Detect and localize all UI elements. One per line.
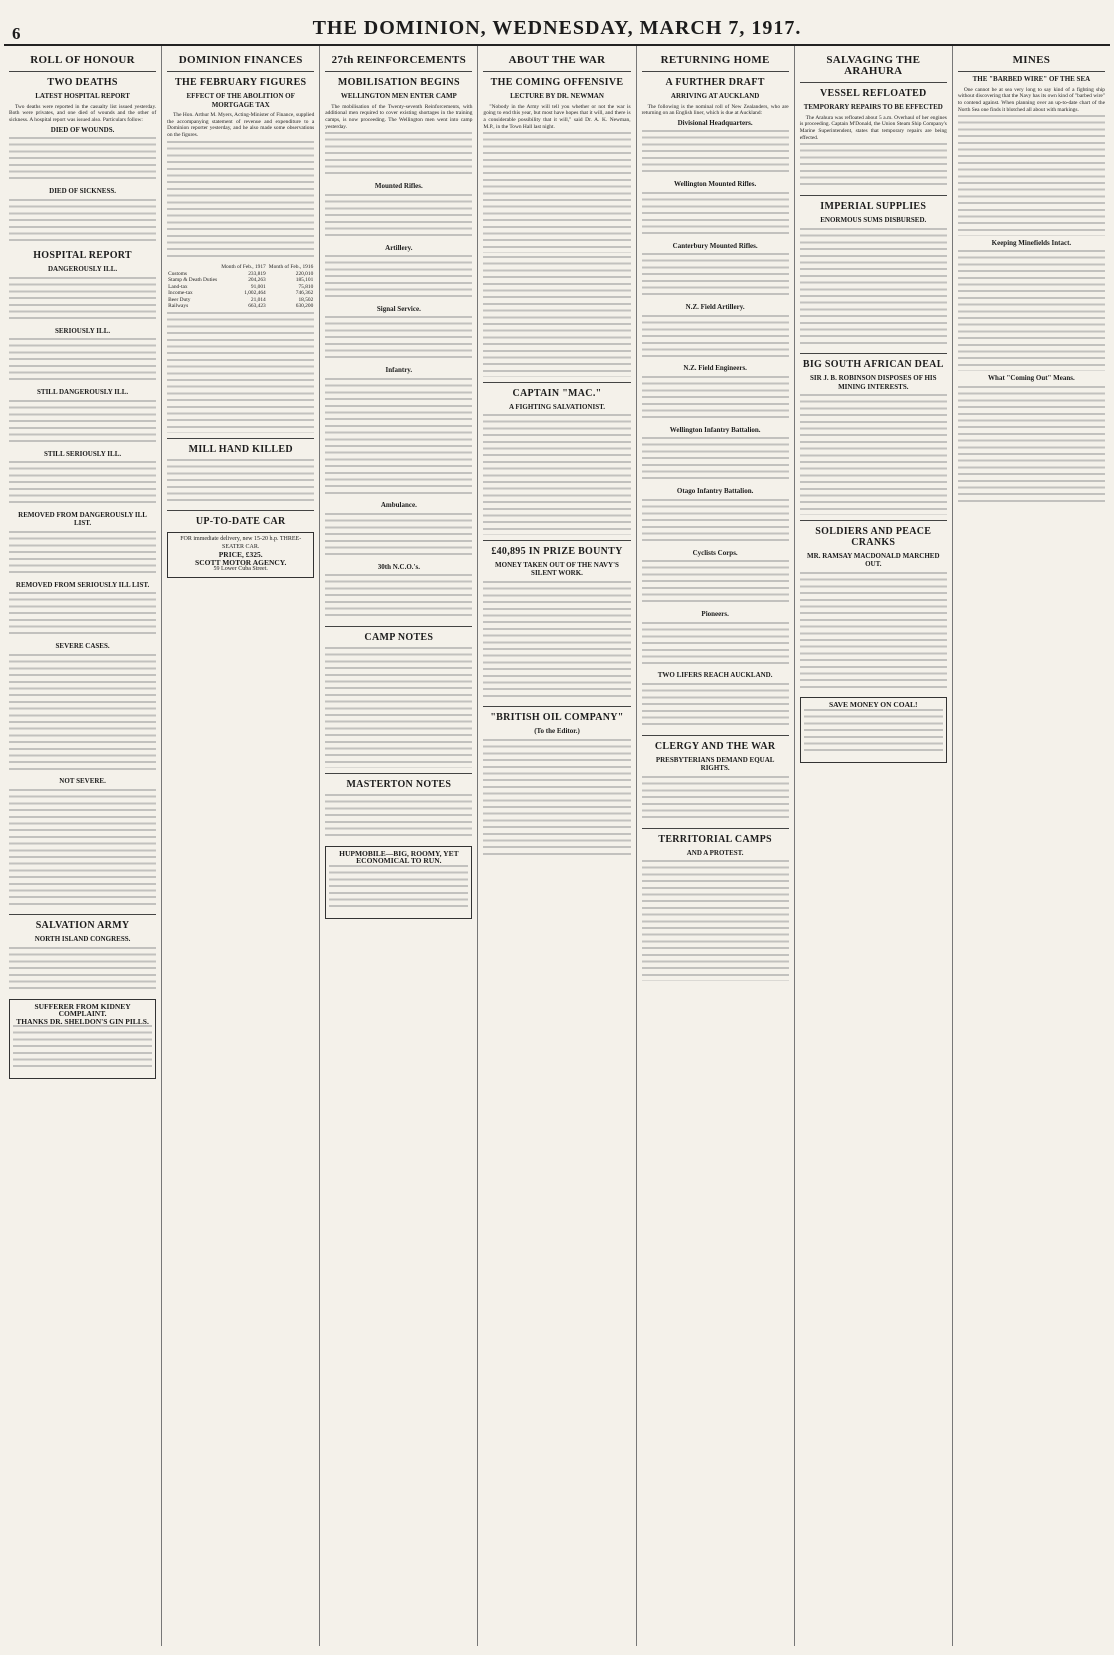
columns bbox=[4, 46, 1110, 1646]
ad-body bbox=[804, 709, 943, 756]
body-text-long bbox=[958, 250, 1105, 371]
deck: A FIGHTING SALVATIONIST. bbox=[508, 402, 605, 411]
deck: WELLINGTON MEN ENTER CAMP bbox=[340, 92, 457, 100]
table-cell: Land-tax bbox=[168, 283, 188, 290]
section-label: SEVERE CASES. bbox=[55, 642, 110, 651]
body-text bbox=[9, 531, 156, 578]
headline: "BRITISH OIL COMPANY" bbox=[490, 712, 624, 724]
divider bbox=[325, 626, 472, 627]
lead-paragraph: Two deaths were reported in the casualty list issued yesterday. Both were privates, and one died of wounds and the other of sickness. A hospital report was issued also. Particulars follow: bbox=[9, 103, 157, 123]
body-text bbox=[642, 622, 789, 669]
body-text bbox=[9, 461, 156, 508]
table-cell: 185,101 bbox=[295, 277, 314, 284]
divider bbox=[483, 382, 630, 383]
divider bbox=[483, 71, 630, 72]
body-text bbox=[642, 192, 789, 239]
lead-paragraph: The Hon. Arthur M. Myers, Acting-Minister of Finance, supplied the accompanying statement of revenue and expenditure to a Dominion reporter yesterday, and he also made some observations on the figures. bbox=[167, 112, 315, 139]
ad-advertiser: SCOTT MOTOR AGENCY. bbox=[195, 557, 287, 567]
body-text-long bbox=[483, 739, 630, 860]
divider bbox=[9, 914, 156, 915]
subheadline: THE COMING OFFENSIVE bbox=[490, 77, 624, 88]
divider bbox=[642, 735, 789, 736]
paper-title: THE DOMINION, WEDNESDAY, MARCH 7, 1917. bbox=[312, 17, 802, 39]
table-header: Month of Feb., 1916 bbox=[268, 264, 314, 271]
ad-heading: SUFFERER FROM KIDNEY COMPLAINT. bbox=[34, 1001, 131, 1019]
divider bbox=[167, 71, 314, 72]
table-cell: 220,010 bbox=[295, 270, 314, 277]
ad-heading: HUPMOBILE—BIG, ROOMY, YET ECONOMICAL TO RUN. bbox=[339, 848, 459, 866]
divider bbox=[800, 520, 947, 521]
table-cell: 663,423 bbox=[248, 303, 266, 310]
section-label: Wellington Mounted Rifles. bbox=[674, 180, 757, 189]
table-cell: Stamp & Death Duties bbox=[168, 277, 218, 284]
deck: TEMPORARY REPAIRS TO BE EFFECTED bbox=[803, 103, 943, 111]
divider bbox=[483, 706, 630, 707]
section-label: What "Coming Out" Means. bbox=[988, 374, 1075, 382]
table-cell: 630,200 bbox=[295, 303, 314, 310]
body-text bbox=[642, 499, 789, 546]
section-label: Signal Service. bbox=[376, 304, 421, 313]
divider bbox=[9, 71, 156, 72]
body-text bbox=[642, 560, 789, 607]
deck: MONEY TAKEN OUT OF THE NAVY'S SILENT WORK. bbox=[495, 560, 619, 578]
body-text bbox=[325, 194, 472, 241]
lead-paragraph: The mobilisation of the Twenty-seventh Reinforcements, with additional men required to cover existing shortages in the training camps, is now proceeding. The Wellington men went into camp yesterday. bbox=[325, 103, 473, 130]
body-text-long bbox=[167, 141, 314, 262]
divider bbox=[642, 828, 789, 829]
headline: DOMINION FINANCES bbox=[178, 54, 303, 66]
lead-paragraph: The following is the nominal roll of New Zealanders, who are returning on an English liner, which is due at Auckland: bbox=[641, 103, 789, 117]
headline: MILL HAND KILLED bbox=[188, 443, 293, 455]
body-text bbox=[9, 338, 156, 385]
section-label: DANGEROUSLY ILL. bbox=[48, 265, 118, 274]
deck: TWO LIFERS REACH AUCKLAND. bbox=[657, 671, 773, 680]
divider bbox=[800, 82, 947, 83]
section-label: Canterbury Mounted Rifles. bbox=[672, 241, 758, 250]
table-cell: 75,810 bbox=[298, 283, 314, 290]
subheadline: A FURTHER DRAFT bbox=[665, 77, 765, 88]
section-label: Mounted Rifles. bbox=[374, 182, 423, 191]
column-roll-of-honour bbox=[4, 46, 162, 1646]
lead-paragraph: One cannot be at sea very long to say kind of a fighting ship without discovering that the Navy has its own kind of "barbed wire" to contend against. When planning over an up-to-date chart of the North Sea one finds it blotched all about with markings. bbox=[957, 86, 1105, 113]
section-label: N.Z. Field Artillery. bbox=[685, 303, 745, 312]
ad-price: PRICE, £325. bbox=[218, 550, 263, 560]
advertisement bbox=[325, 846, 472, 919]
body-text bbox=[325, 794, 472, 841]
deck: LATEST HOSPITAL REPORT bbox=[35, 92, 130, 100]
section-label: STILL DANGEROUSLY ILL. bbox=[37, 388, 129, 397]
body-text-long bbox=[325, 647, 472, 768]
body-text-long bbox=[325, 378, 472, 499]
deck: THE "BARBED WIRE" OF THE SEA bbox=[972, 75, 1091, 83]
headline: SALVAGING THE ARAHURA bbox=[826, 54, 921, 77]
body-text bbox=[642, 315, 789, 362]
revenue-table bbox=[167, 264, 314, 310]
section-label: DIED OF SICKNESS. bbox=[49, 187, 116, 195]
divider bbox=[483, 540, 630, 541]
table-header: Month of Feb., 1917 bbox=[221, 264, 266, 271]
body-text bbox=[9, 592, 156, 639]
body-text-long bbox=[642, 860, 789, 981]
body-text-long bbox=[167, 312, 314, 433]
body-text bbox=[9, 400, 156, 447]
body-text bbox=[325, 574, 472, 621]
page-number: 6 bbox=[12, 24, 21, 43]
body-text bbox=[9, 137, 156, 184]
deck: (To the Editor.) bbox=[534, 727, 580, 736]
body-text bbox=[325, 132, 472, 179]
subheadline: MOBILISATION BEGINS bbox=[337, 77, 460, 88]
body-text-long bbox=[800, 228, 947, 349]
body-text bbox=[9, 947, 156, 994]
lead-paragraph: "Nobody in the Army will tell you whether or not the war is going to end this year, but most have hopes that it will, and there is a considerable possibility that it will," said Dr. A. K. Newman, M.P., in the Town Hall last night. bbox=[483, 103, 631, 130]
headline: £40,895 IN PRIZE BOUNTY bbox=[491, 545, 623, 557]
table-cell: 746,362 bbox=[295, 290, 314, 297]
table-cell: 1,002,464 bbox=[244, 290, 266, 297]
advertisement bbox=[800, 697, 947, 762]
section-label: Divisional Headquarters. bbox=[677, 118, 753, 127]
body-text bbox=[167, 459, 314, 506]
body-text-long bbox=[483, 256, 630, 377]
headline: MASTERTON NOTES bbox=[346, 778, 452, 790]
column-returning-home bbox=[637, 46, 795, 1646]
headline: MINES bbox=[1012, 54, 1051, 66]
ad-address: 59 Lower Cuba Street. bbox=[213, 566, 268, 573]
section-label: Pioneers. bbox=[701, 610, 729, 619]
body-text bbox=[325, 513, 472, 560]
column-dominion-finances bbox=[162, 46, 320, 1646]
table-cell: 91,001 bbox=[250, 283, 266, 290]
deck: ARRIVING AT AUCKLAND bbox=[670, 92, 760, 100]
section-label: N.Z. Field Engineers. bbox=[683, 364, 747, 373]
headline: ABOUT THE WAR bbox=[508, 54, 606, 66]
section-label: NOT SEVERE. bbox=[59, 777, 106, 786]
table-cell: 18,502 bbox=[298, 296, 314, 303]
body-text-long bbox=[483, 581, 630, 702]
headline: SOLDIERS AND PEACE CRANKS bbox=[815, 525, 932, 548]
column-reinforcements bbox=[320, 46, 478, 1646]
ad-heading: SAVE MONEY ON COAL! bbox=[828, 700, 918, 710]
section-label: SERIOUSLY ILL. bbox=[55, 326, 111, 335]
section-label: Cyclists Corps. bbox=[692, 548, 738, 557]
deck: EFFECT OF THE ABOLITION OF MORTGAGE TAX bbox=[186, 92, 295, 109]
section-heading: HOSPITAL REPORT bbox=[33, 250, 132, 262]
table-cell: 233,819 bbox=[248, 270, 266, 277]
deck: ENORMOUS SUMS DISBURSED. bbox=[820, 216, 927, 225]
section-label: REMOVED FROM SERIOUSLY ILL LIST. bbox=[15, 580, 150, 589]
subheadline: THE FEBRUARY FIGURES bbox=[175, 77, 307, 88]
headline: UP-TO-DATE CAR bbox=[195, 516, 286, 528]
headline: ROLL OF HONOUR bbox=[30, 54, 135, 66]
ad-line: FOR immediate delivery, new 15-20 h.p. THREE-SEATER CAR. bbox=[180, 536, 302, 550]
masthead bbox=[4, 0, 1110, 46]
body-text bbox=[642, 437, 789, 484]
body-text bbox=[642, 130, 789, 177]
headline: CLERGY AND THE WAR bbox=[654, 740, 776, 752]
section-label: Ambulance. bbox=[380, 501, 417, 510]
headline: TERRITORIAL CAMPS bbox=[658, 833, 772, 845]
lead-paragraph: The Arahura was refloated about 5 a.m. Overhaul of her engines is proceeding. Captain M'Donald, the Union Steam Ship Company's Marine Superintendent, states that temporary repairs are being effected. bbox=[799, 114, 947, 141]
advertisement bbox=[9, 999, 156, 1079]
body-text bbox=[642, 376, 789, 423]
headline: CAMP NOTES bbox=[364, 632, 434, 644]
headline: IMPERIAL SUPPLIES bbox=[820, 201, 927, 213]
section-label: Artillery. bbox=[385, 243, 413, 252]
column-mines bbox=[953, 46, 1110, 1646]
divider bbox=[167, 510, 314, 511]
body-text-long bbox=[958, 386, 1105, 507]
body-text-long bbox=[800, 394, 947, 515]
ad-body bbox=[329, 865, 468, 912]
deck: LECTURE BY DR. NEWMAN bbox=[510, 92, 604, 100]
table-cell: Income-tax bbox=[168, 290, 193, 297]
body-text-long bbox=[9, 789, 156, 910]
headline: 27th REINFORCEMENTS bbox=[331, 54, 467, 66]
deck: AND A PROTEST. bbox=[686, 848, 744, 857]
body-text bbox=[642, 776, 789, 823]
section-label: 30th N.C.O.'s. bbox=[377, 562, 420, 571]
body-text-long bbox=[483, 132, 630, 253]
subheadline: TWO DEATHS bbox=[47, 77, 118, 88]
divider bbox=[325, 773, 472, 774]
body-text bbox=[800, 143, 947, 190]
ad-body bbox=[13, 1025, 152, 1072]
body-text bbox=[642, 683, 789, 730]
body-text bbox=[325, 316, 472, 363]
body-text bbox=[642, 253, 789, 300]
advertisement bbox=[167, 532, 314, 578]
body-text bbox=[325, 255, 472, 302]
deck: NORTH ISLAND CONGRESS. bbox=[34, 935, 131, 944]
section-label: DIED OF WOUNDS. bbox=[50, 125, 115, 134]
table-cell: Customs bbox=[168, 270, 188, 277]
section-label: Keeping Minefields Intact. bbox=[991, 238, 1072, 247]
table-row bbox=[167, 303, 314, 310]
section-label: Infantry. bbox=[385, 366, 413, 375]
deck: MR. RAMSAY MACDONALD MARCHED OUT. bbox=[807, 551, 940, 569]
headline: CAPTAIN "MAC." bbox=[512, 387, 602, 399]
divider bbox=[800, 195, 947, 196]
body-text-long bbox=[800, 572, 947, 693]
ad-heading: THANKS DR. SHELDON'S GIN PILLS. bbox=[16, 1016, 149, 1026]
table-cell: Beer Duty bbox=[168, 296, 191, 303]
body-text-long bbox=[9, 654, 156, 775]
headline: BIG SOUTH AFRICAN DEAL bbox=[802, 359, 944, 371]
section-label: Wellington Infantry Battalion. bbox=[669, 425, 761, 434]
divider bbox=[958, 71, 1105, 72]
divider bbox=[325, 71, 472, 72]
deck: SIR J. B. ROBINSON DISPOSES OF HIS MINING INTERESTS. bbox=[809, 374, 937, 391]
body-text bbox=[9, 199, 156, 246]
table-cell: Railways bbox=[168, 303, 189, 310]
headline: SALVATION ARMY bbox=[35, 920, 130, 932]
headline: RETURNING HOME bbox=[660, 54, 770, 66]
subheadline: VESSEL REFLOATED bbox=[819, 88, 927, 99]
table-cell: 204,263 bbox=[248, 277, 266, 284]
section-label: REMOVED FROM DANGEROUSLY ILL LIST. bbox=[18, 510, 147, 528]
divider bbox=[642, 71, 789, 72]
section-label: STILL SERIOUSLY ILL. bbox=[44, 449, 122, 458]
divider bbox=[800, 353, 947, 354]
column-about-the-war bbox=[478, 46, 636, 1646]
section-label: Otago Infantry Battalion. bbox=[676, 487, 754, 496]
body-text-long bbox=[483, 414, 630, 535]
table-cell: 21,014 bbox=[250, 296, 266, 303]
column-arahura bbox=[795, 46, 953, 1646]
body-text-long bbox=[958, 115, 1105, 236]
deck: PRESBYTERIANS DEMAND EQUAL RIGHTS. bbox=[655, 755, 775, 773]
divider bbox=[167, 438, 314, 439]
body-text bbox=[9, 277, 156, 324]
